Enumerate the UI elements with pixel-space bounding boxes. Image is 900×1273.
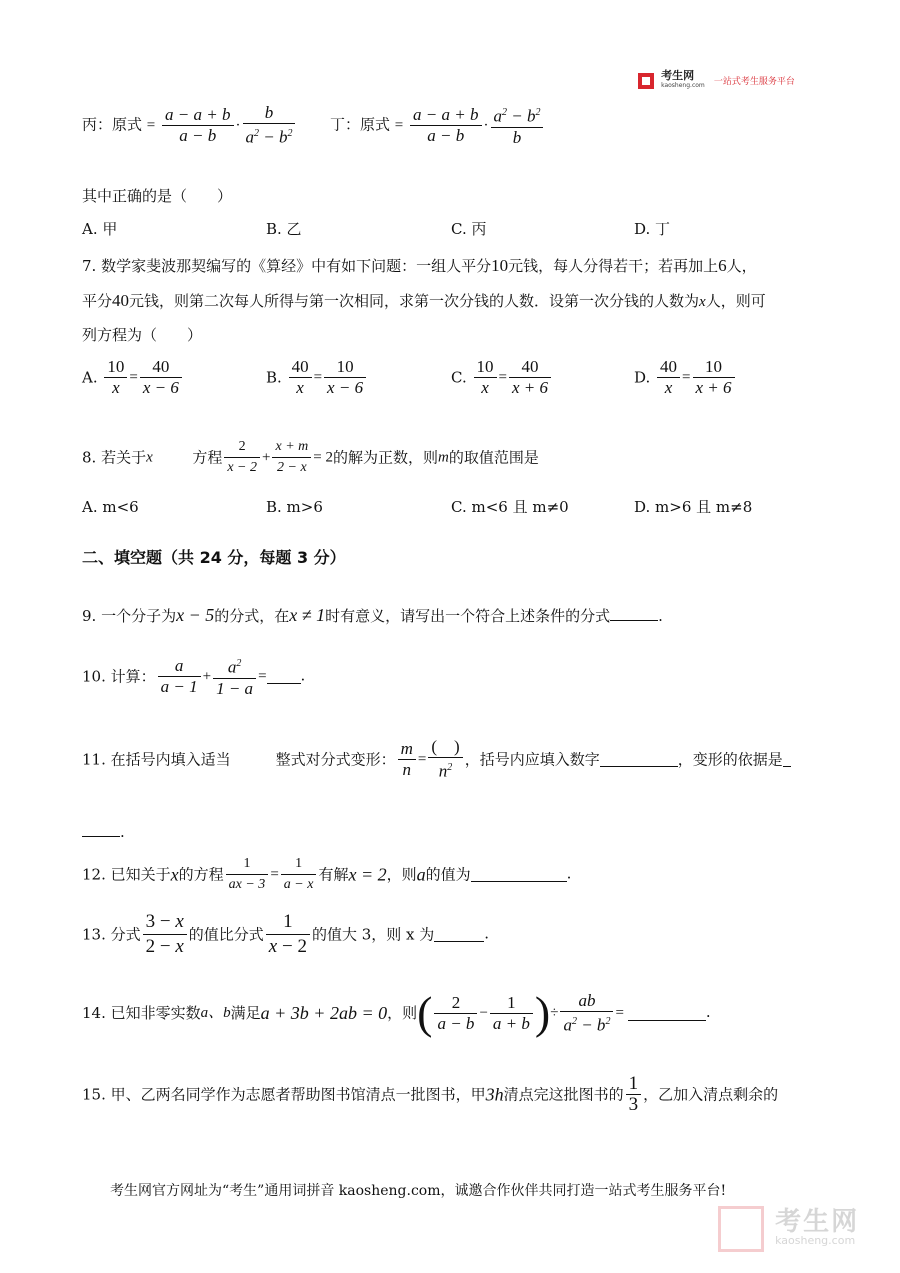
- header-slogan: 一站式考生服务平台: [713, 77, 795, 87]
- answer-blank[interactable]: [82, 822, 120, 837]
- logo-name: 考生网: [661, 68, 695, 82]
- logo-domain: kaosheng.com: [661, 81, 705, 89]
- answer-blank[interactable]: [471, 867, 567, 882]
- answer-blank[interactable]: [434, 927, 484, 942]
- q10: 10. 计算： $\frac{a}{a - 1}$ + $\frac{a^2}{1 - a}$ = .: [82, 655, 306, 698]
- fraction: $\frac{b}{a^2 - b^2}$: [243, 103, 296, 148]
- kaosheng-watermark-icon: [718, 1206, 764, 1252]
- watermark-domain: kaosheng.com: [775, 1234, 856, 1247]
- q7-choice-d: D. $\frac{40}{x}$ = $\frac{10}{x + 6}$: [634, 357, 737, 398]
- q7-choice-b: B. $\frac{40}{x}$ = $\frac{10}{x - 6}$: [266, 357, 368, 398]
- q8-stem: 8. 若关于x 方程 $\frac{2}{x - 2}$ + $\frac{x + m}{2 - x}$ = 2的解为正数，则m的取值范围是: [82, 439, 539, 475]
- q8-choice-d: D. m>6 且 m≠8: [634, 498, 753, 516]
- q12: 12. 已知关于x的方程 $\frac{1}{ax - 3}$ = $\frac{1}{a - x}$ 有解x = 2，则a的值为 .: [82, 856, 572, 892]
- answer-blank[interactable]: [600, 752, 678, 767]
- section-title: 二、填空题（共 24 分，每题 3 分）: [82, 548, 346, 567]
- option-ding: 丁：原式 = $\frac{a - a + b}{a - b}$ · $\frac{a^2 - b^2}{b}$: [330, 103, 545, 148]
- q14: 14. 已知非零实数a、b满足a + 3b + 2ab = 0，则( $\frac{2}{a - b}$ − $\frac{1}{a + b}$ )÷ $\frac{ab}{a^2 - b^2}$ = .: [82, 987, 711, 1038]
- q7-line3: 列方程为（ ）: [82, 326, 203, 344]
- q6-choice-b: B. 乙: [266, 220, 302, 238]
- answer-blank[interactable]: [628, 1006, 706, 1021]
- bing-label: 丙：原式: [82, 115, 143, 134]
- q13: 13. 分式 $\frac{3 - x}{2 - x}$ 的值比分式 $\frac{1}{x - 2}$ 的值大 3，则 x 为 .: [82, 911, 490, 957]
- q11: 11. 在括号内填入适当 整式对分式变形： $\frac{m}{n}$ = $\frac{( )}{n^2}$ ，括号内应填入数字 ，变形的依据是: [82, 737, 791, 782]
- q8-choice-b: B. m>6: [266, 498, 323, 516]
- option-bing: 丙：原式 = $\frac{a - a + b}{a - b}$ · $\frac{b}{a^2 - b^2}$: [82, 103, 297, 148]
- q15: 15. 甲、乙两名同学作为志愿者帮助图书馆清点一批图书，甲3h清点完这批图书的 $\frac{1}{3}$ ，乙加入清点剩余的: [82, 1073, 779, 1115]
- fraction: $\frac{a^2 - b^2}{b}$: [491, 103, 544, 148]
- q7-choice-a: A. $\frac{10}{x}$ = $\frac{40}{x - 6}$: [82, 357, 184, 398]
- q6-choice-d: D. 丁: [634, 220, 671, 238]
- q7-choice-c: C. $\frac{10}{x}$ = $\frac{40}{x + 6}$: [451, 357, 553, 398]
- watermark-name: 考生网: [775, 1207, 860, 1237]
- footer-text: 考生网官方网址为“考生”通用词拼音 kaosheng.com，诚邀合作伙伴共同打造一站式考生服务平台!: [110, 1183, 727, 1199]
- fraction: $\frac{a - a + b}{a - b}$: [410, 105, 481, 146]
- q8-choice-c: C. m<6 且 m≠0: [451, 498, 569, 516]
- answer-blank[interactable]: [783, 752, 791, 767]
- q7-line2: 平分40元钱，则第二次每人所得与第一次相同，求第一次分钱的人数．设第一次分钱的人数为x人，则可: [82, 291, 766, 310]
- ding-label: 丁：原式: [330, 115, 391, 134]
- answer-blank[interactable]: [610, 606, 658, 621]
- q7-line1: 7. 数学家斐波那契编写的《算经》中有如下问题：一组人平分10元钱，每人分得若干；若再加上6人，: [82, 256, 757, 275]
- kaosheng-logo-icon: [638, 73, 654, 89]
- answer-blank[interactable]: [267, 669, 301, 684]
- q6-question: 其中正确的是（ ）: [82, 187, 233, 205]
- q6-choice-a: A. 甲: [82, 220, 118, 238]
- q11-cont: .: [82, 822, 125, 842]
- q8-choice-a: A. m<6: [82, 498, 139, 516]
- watermark: [718, 1206, 859, 1252]
- q6-choice-c: C. 丙: [451, 220, 487, 238]
- header-logo: [638, 70, 795, 91]
- fraction: $\frac{a - a + b}{a - b}$: [162, 105, 233, 146]
- q9: 9. 一个分子为x − 5的分式，在x ≠ 1时有意义，请写出一个符合上述条件的分式 .: [82, 605, 663, 625]
